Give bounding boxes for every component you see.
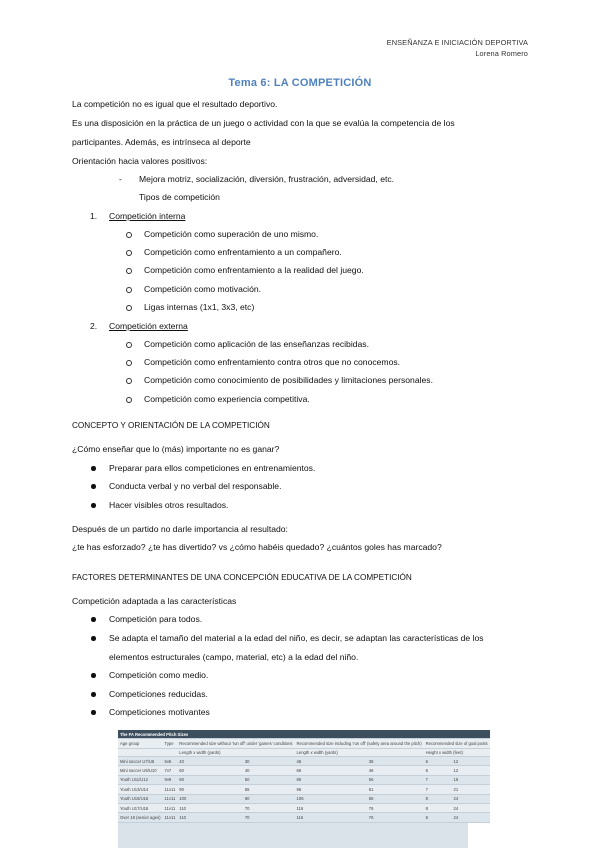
table-cell: Youth U11/U12	[118, 775, 163, 784]
table-cell: 12	[452, 766, 490, 775]
table-cell: 16	[452, 775, 490, 784]
table-cell: 50	[243, 775, 295, 784]
table-cell: 66	[295, 766, 367, 775]
table-cell: 24	[452, 794, 490, 803]
table-cell: Youth U13/U14	[118, 785, 163, 794]
table-cell: 116	[295, 813, 367, 822]
bullet-icon	[91, 692, 96, 697]
table-cell: 106	[295, 794, 367, 803]
bullet-icon	[91, 636, 96, 641]
table-subheader-cell: Length x width (yards)	[177, 749, 294, 757]
table-row	[118, 775, 490, 784]
table-cell: 7v7	[163, 766, 178, 775]
bullet-icon	[91, 673, 96, 678]
table-cell: Youth U17/U18	[118, 803, 163, 812]
section2-after: Después de un partido no darle importancia al resultado:	[72, 524, 288, 534]
section3-intro: Competición adaptada a las características	[72, 596, 237, 606]
table-cell: 70	[243, 803, 295, 812]
page-title: Tema 6: LA COMPETICIÓN	[228, 77, 372, 89]
table-cell: 61	[367, 785, 424, 794]
table-header-row	[118, 739, 490, 749]
table-cell: 116	[295, 803, 367, 812]
dash-marker: -	[119, 174, 122, 184]
table-cell: 40	[243, 766, 295, 775]
table-row	[118, 813, 490, 822]
table-cell: 70	[243, 813, 295, 822]
table-cell: 96	[295, 785, 367, 794]
table-cell: Mini soccer U7/U8	[118, 757, 163, 766]
section3-bullet: Competiciones motivantes	[109, 707, 210, 717]
table-cell: 100	[177, 794, 243, 803]
section2-bullet: Conducta verbal y no verbal del responsable.	[109, 481, 282, 491]
type-1-item: Competición como superación de uno mismo.	[144, 229, 319, 239]
table-row	[118, 794, 490, 803]
table-cell: 7	[424, 775, 452, 784]
table-cell: 56	[367, 775, 424, 784]
table-cell: 8	[424, 794, 452, 803]
table-header-cell: Recommended size including 'run off' (safety area around the pitch)	[295, 739, 424, 749]
section2-bullet: Hacer visibles otros resultados.	[109, 500, 229, 510]
pitch-sizes-table-image	[118, 730, 488, 848]
circle-bullet-icon	[126, 268, 132, 274]
types-label: Tipos de competición	[139, 192, 220, 202]
section2-question: ¿Cómo enseñar que lo (más) importante no es ganar?	[72, 444, 280, 454]
pitch-sizes-table	[118, 730, 490, 823]
table-cell: 24	[452, 803, 490, 812]
table-subheader-cell: Height x width (feet)	[424, 749, 490, 757]
type-1-item: Competición como enfrentamiento a la realidad del juego.	[144, 265, 364, 275]
section3-bullet: Se adapta el tamaño del material a la edad del niño, es decir, se adaptan las características de los	[109, 633, 484, 643]
circle-bullet-icon	[126, 360, 132, 366]
table-title: The FA Recommended Pitch Sizes	[118, 730, 490, 739]
section2-bullet: Preparar para ellos competiciones en entrenamientos.	[109, 463, 316, 473]
table-header-cell: Recommended size of goal posts	[424, 739, 490, 749]
table-cell: 8	[424, 803, 452, 812]
table-row	[118, 785, 490, 794]
table-cell: 76	[367, 813, 424, 822]
table-cell: 6	[424, 757, 452, 766]
table-row	[118, 803, 490, 812]
intro-paragraph-2b: participantes. Además, es intrínseca al deporte	[72, 137, 251, 147]
bullet-icon	[91, 503, 96, 508]
table-cell: 11v11	[163, 785, 178, 794]
table-cell: 86	[295, 775, 367, 784]
section3-bullet-continuation: elementos estructurales (campo, material, etc) a la edad del niño.	[109, 652, 359, 662]
document-header	[387, 37, 528, 59]
table-cell: Mini soccer U9/U10	[118, 766, 163, 775]
bullet-icon	[91, 466, 96, 471]
table-cell: 21	[452, 785, 490, 794]
section3-bullet: Competiciones reducidas.	[109, 689, 208, 699]
type-2-item: Competición como experiencia competitiva.	[144, 394, 310, 404]
intro-orientation: Orientación hacia valores positivos:	[72, 156, 208, 166]
table-row	[118, 757, 490, 766]
table-subheader-cell: Length x width (yards)	[295, 749, 424, 757]
orientation-item: Mejora motriz, socialización, diversión, frustración, adversidad, etc.	[139, 174, 395, 184]
circle-bullet-icon	[126, 342, 132, 348]
type-1-label: Competición interna	[109, 211, 186, 221]
section-heading-concepto: CONCEPTO Y ORIENTACIÓN DE LA COMPETICIÓN	[72, 421, 270, 430]
table-cell: Over 18 (senior ages)	[118, 813, 163, 822]
intro-paragraph-1: La competición no es igual que el resultado deportivo.	[72, 99, 278, 109]
circle-bullet-icon	[126, 232, 132, 238]
table-cell: 110	[177, 803, 243, 812]
type-2-label: Competición externa	[109, 321, 188, 331]
type-2-item: Competición como enfrentamiento contra otros que no conocemos.	[144, 357, 401, 367]
section2-questions: ¿te has esforzado? ¿te has divertido? vs ¿cómo habéis quedado? ¿cuántos goles has marcado?	[72, 542, 442, 552]
table-cell: 76	[367, 803, 424, 812]
type-2-item: Competición como conocimiento de posibilidades y limitaciones personales.	[144, 375, 433, 385]
table-cell: 46	[367, 766, 424, 775]
bullet-icon	[91, 484, 96, 489]
header-course: ENSEÑANZA E INICIACIÓN DEPORTIVA	[386, 38, 528, 47]
section-heading-factores: FACTORES DETERMINANTES DE UNA CONCEPCIÓN EDUCATIVA DE LA COMPETICIÓN	[72, 573, 412, 582]
table-cell: 90	[177, 785, 243, 794]
table-cell: 7	[424, 785, 452, 794]
table-subheader-row	[118, 749, 490, 757]
table-cell: 110	[177, 813, 243, 822]
table-cell: 11v11	[163, 803, 178, 812]
type-1-item: Ligas internas (1x1, 3x3, etc)	[144, 302, 255, 312]
bullet-icon	[91, 617, 96, 622]
type-1-number: 1.	[90, 211, 98, 221]
header-author: Lorena Romero	[475, 49, 528, 58]
table-header-cell: Age group	[118, 739, 163, 749]
type-1-item: Competición como enfrentamiento a un compañero.	[144, 247, 342, 257]
table-cell: 6	[424, 766, 452, 775]
table-cell: 30	[243, 757, 295, 766]
table-header-cell: Type	[163, 739, 178, 749]
circle-bullet-icon	[126, 378, 132, 384]
table-cell: Youth U15/U16	[118, 794, 163, 803]
circle-bullet-icon	[126, 305, 132, 311]
table-header-cell: Recommended size without 'run off' under 'games' conditions	[177, 739, 294, 749]
table-cell: 36	[367, 757, 424, 766]
section3-bullet: Competición para todos.	[109, 614, 203, 624]
type-2-number: 2.	[90, 321, 98, 331]
circle-bullet-icon	[126, 250, 132, 256]
table-cell: 55	[243, 785, 295, 794]
bullet-icon	[91, 710, 96, 715]
table-cell: 24	[452, 813, 490, 822]
table-cell: 60	[177, 766, 243, 775]
circle-bullet-icon	[126, 397, 132, 403]
table-cell: 46	[295, 757, 367, 766]
table-cell: 9v9	[163, 775, 178, 784]
table-cell: 11v11	[163, 813, 178, 822]
table-row	[118, 766, 490, 775]
table-cell: 12	[452, 757, 490, 766]
section3-bullet: Competición como medio.	[109, 670, 209, 680]
table-cell: 11v11	[163, 794, 178, 803]
table-cell: 8	[424, 813, 452, 822]
circle-bullet-icon	[126, 287, 132, 293]
type-1-item: Competición como motivación.	[144, 284, 262, 294]
table-cell: 60	[243, 794, 295, 803]
table-cell: 80	[177, 775, 243, 784]
intro-paragraph-2a: Es una disposición en la práctica de un juego o actividad con la que se evalúa la competencia de los	[72, 118, 455, 128]
type-2-item: Competición como aplicación de las enseñanzas recibidas.	[144, 339, 369, 349]
table-cell: 40	[177, 757, 243, 766]
table-cell: 66	[367, 794, 424, 803]
table-cell: 5v5	[163, 757, 178, 766]
